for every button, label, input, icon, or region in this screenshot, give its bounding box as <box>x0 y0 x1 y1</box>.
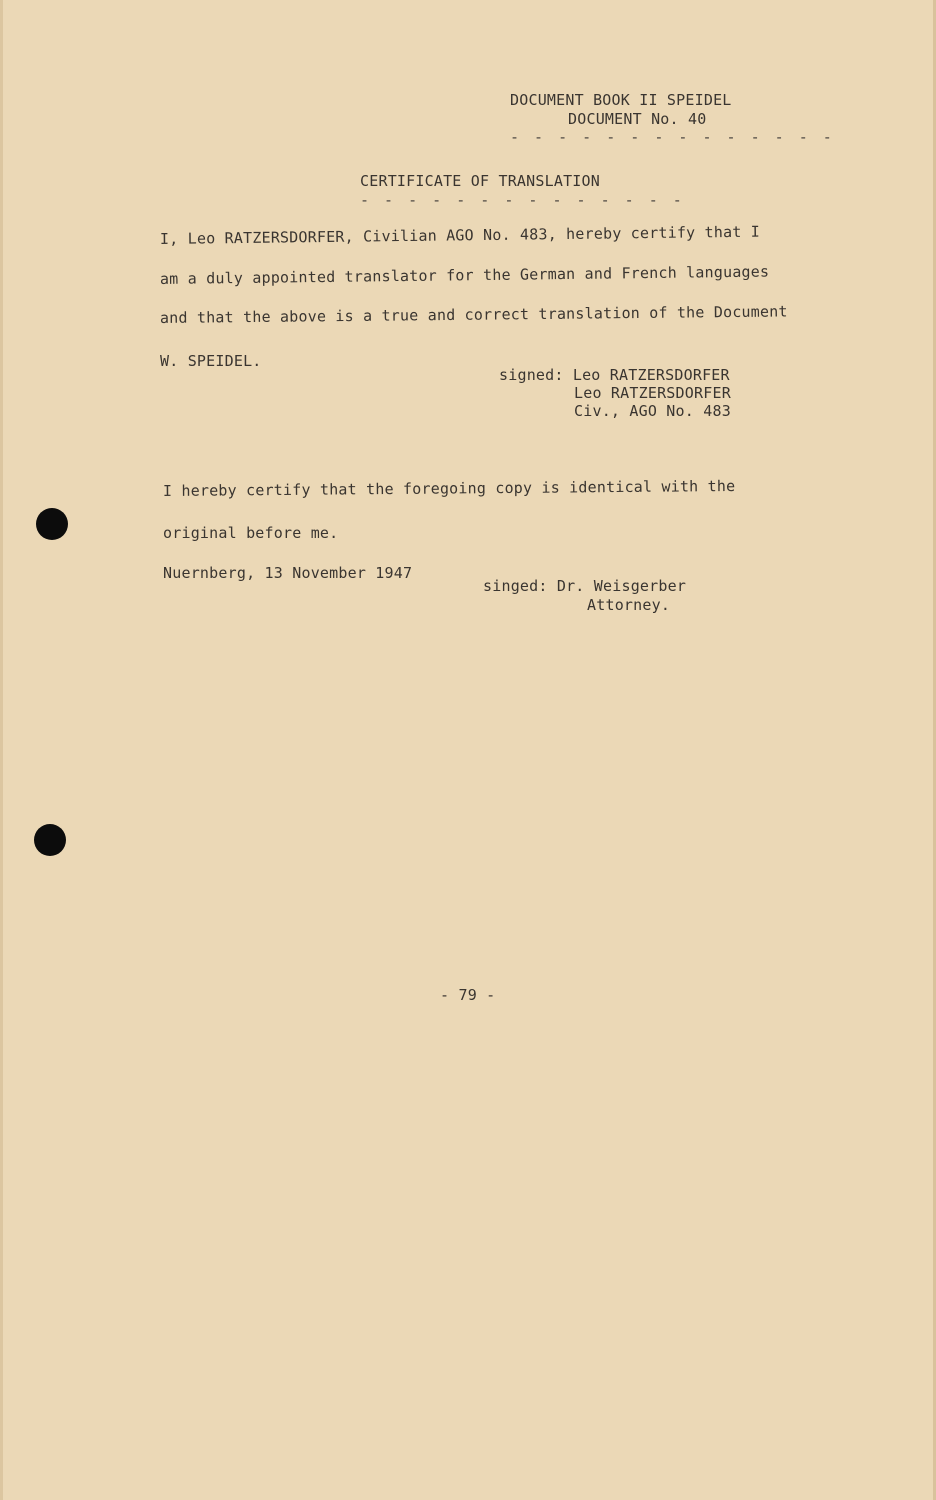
page-number: - 79 - <box>440 986 496 1004</box>
translator-signature: signed: Leo RATZERSDORFER <box>499 366 730 384</box>
copy-certification-line-1: I hereby certify that the foregoing copy is identical with the <box>162 477 736 500</box>
copy-certification-line-2: original before me. <box>163 524 339 542</box>
attorney-title: Attorney. <box>587 596 671 614</box>
title-dashes: - - - - - - - - - - - - - - <box>360 191 685 209</box>
translator-name: Leo RATZERSDORFER <box>574 384 731 402</box>
document-book-label: DOCUMENT BOOK II SPEIDEL <box>510 91 732 109</box>
attorney-signature: singed: Dr. Weisgerber <box>483 577 687 595</box>
certificate-line-3: and that the above is a true and correct translation of the Document <box>159 302 788 327</box>
certificate-line-2: am a duly appointed translator for the German and French languages <box>159 262 770 288</box>
certificate-line-4: W. SPEIDEL. <box>160 352 262 370</box>
certificate-title: CERTIFICATE OF TRANSLATION <box>360 172 600 190</box>
place-date: Nuernberg, 13 November 1947 <box>163 564 413 582</box>
punch-hole-top <box>36 508 68 540</box>
translator-ago: Civ., AGO No. 483 <box>574 402 731 420</box>
document-number-label: DOCUMENT No. 40 <box>568 110 707 128</box>
header-dashes: - - - - - - - - - - - - - - <box>510 128 835 146</box>
punch-hole-bottom <box>34 824 66 856</box>
certificate-line-1: I, Leo RATZERSDORFER, Civilian AGO No. 483, hereby certify that I <box>159 222 761 248</box>
